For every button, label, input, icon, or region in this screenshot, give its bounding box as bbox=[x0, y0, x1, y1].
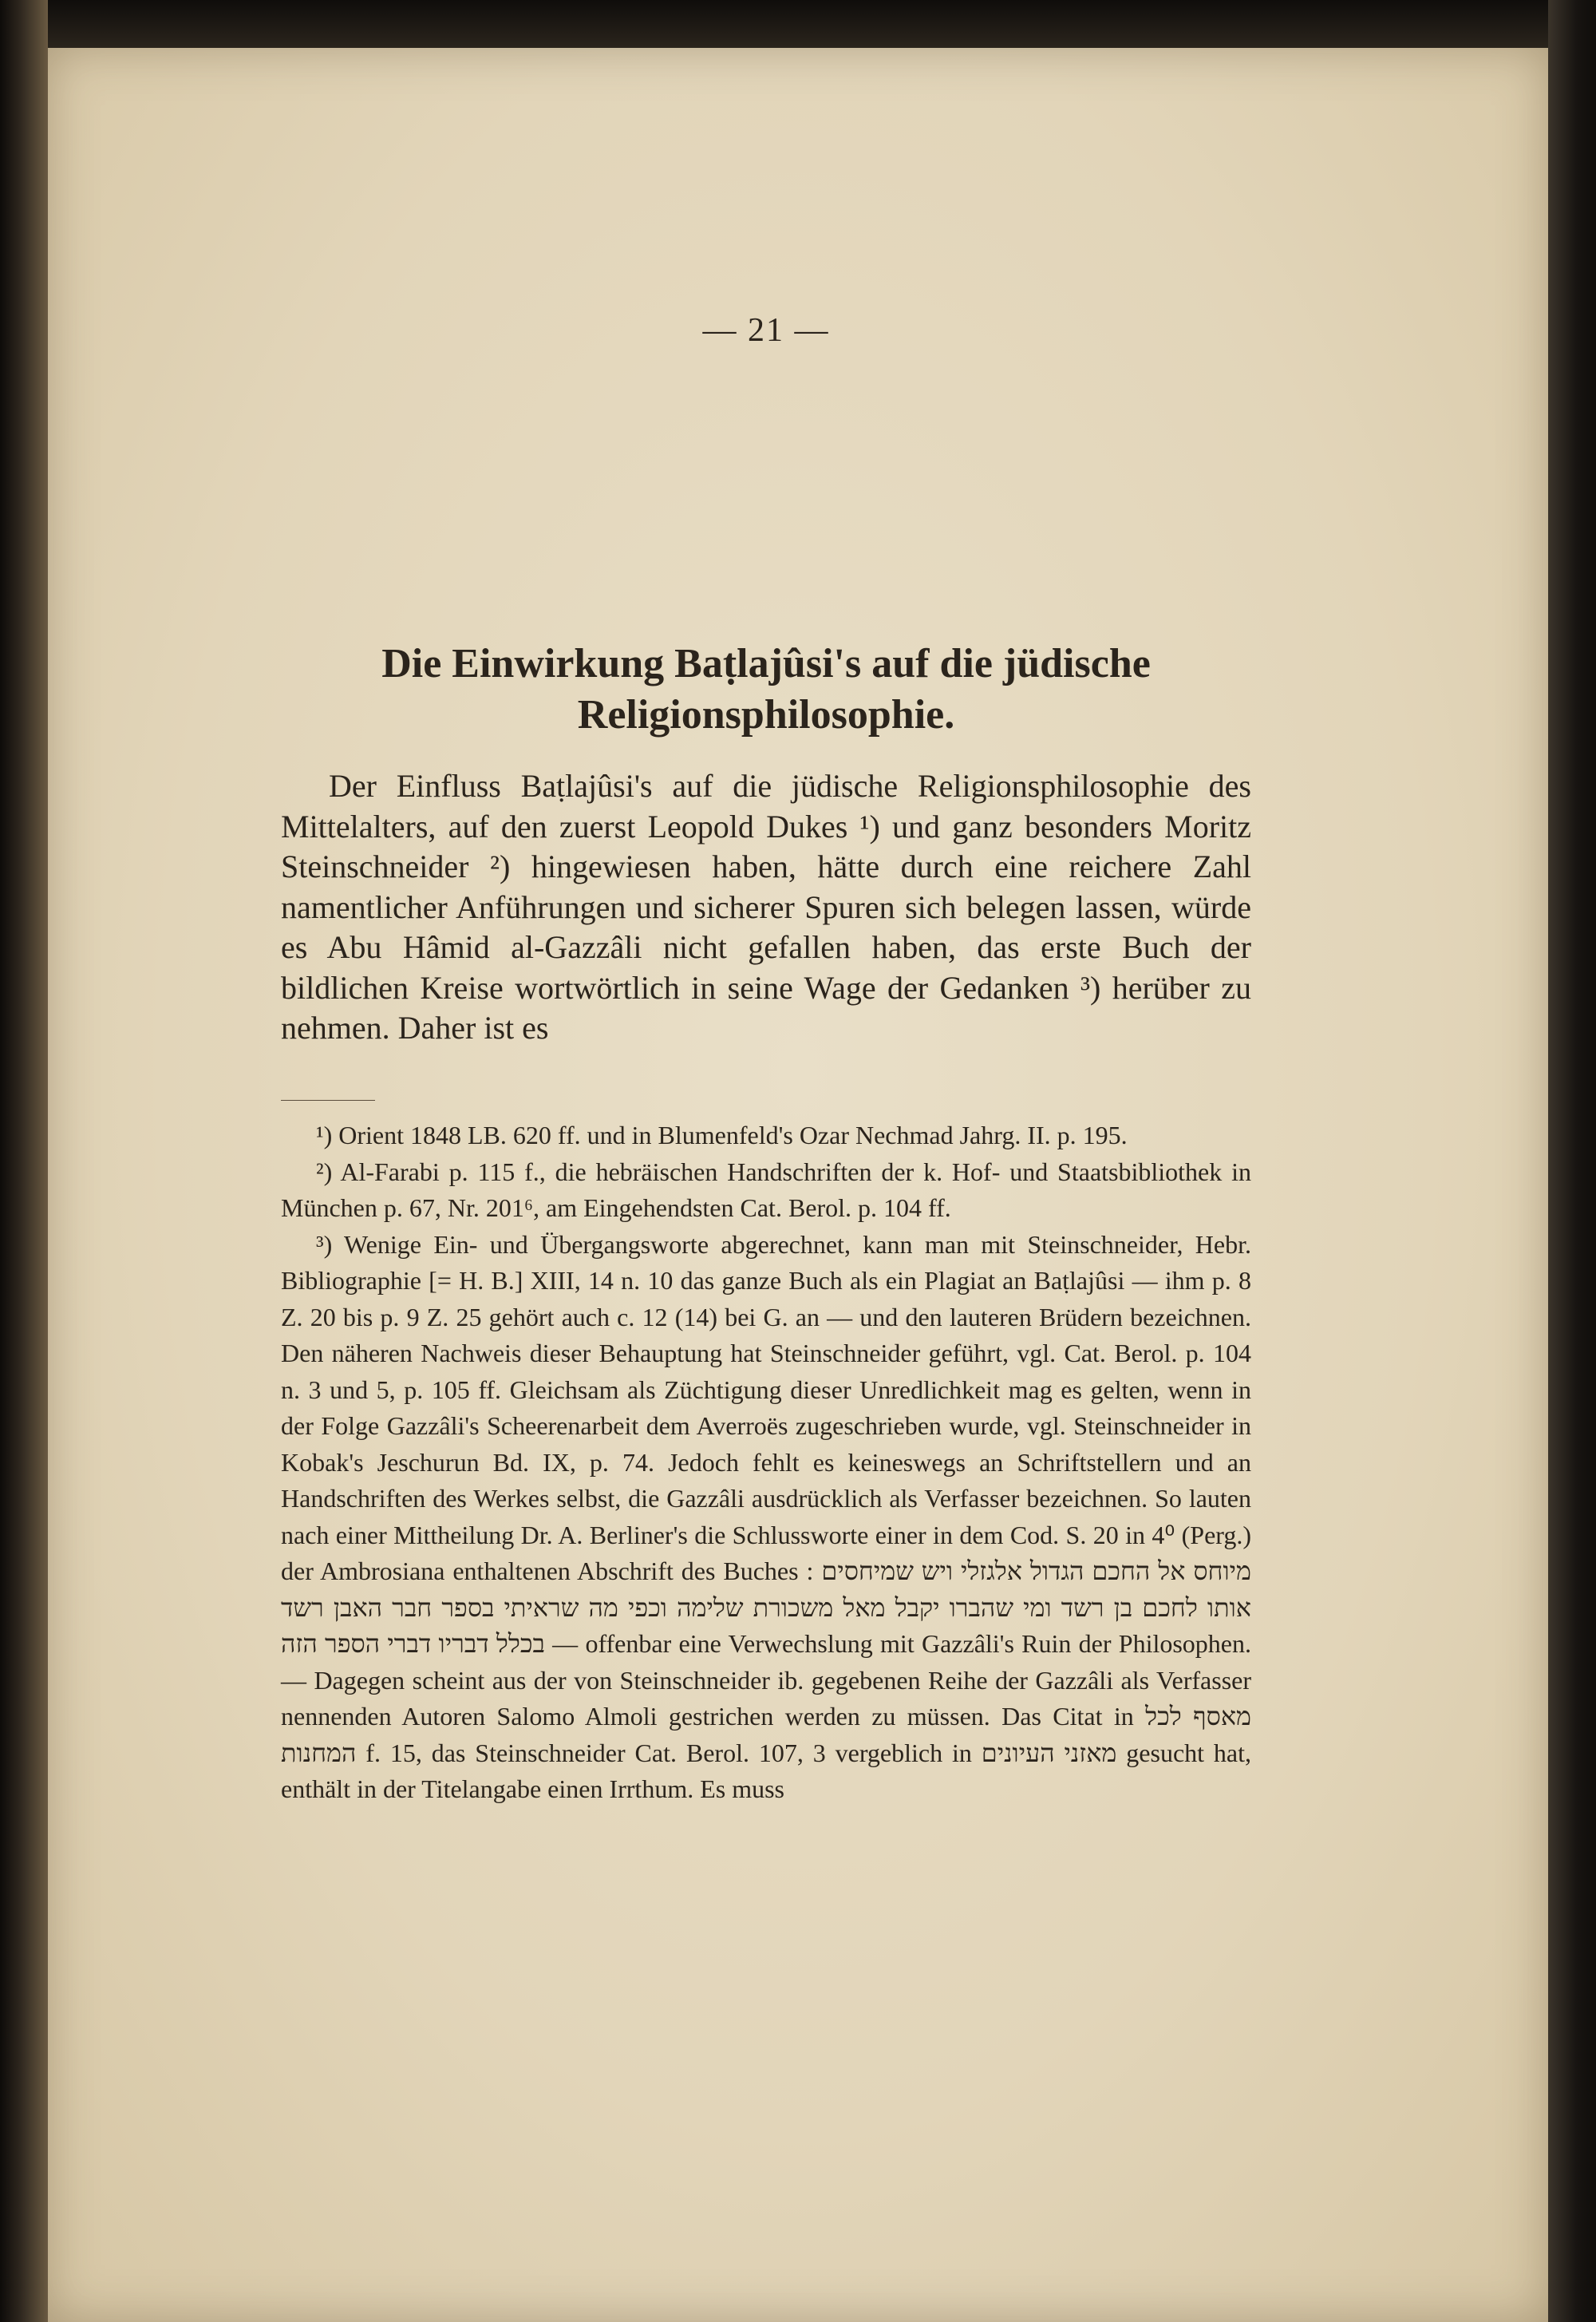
footnote-separator bbox=[281, 1100, 375, 1101]
body-paragraph: Der Einfluss Baṭlajûsi's auf die jüdische Religionsphilosophie des Mittelalters, auf den zuerst Leopold Dukes ¹) und ganz besonders Moritz Steinschneider ²) hingewiesen haben, hätte durch eine reichere Zahl namentlicher Anführungen und sicherer Spuren sich belegen lassen, würde es Abu Hâmid al-Gazzâli nicht gefallen haben, das erste Buch der bildlichen Kreise wortwörtlich in seine Wage der Gedanken ³) herüber zu nehmen. Daher ist es bbox=[281, 768, 1251, 1046]
footnotes bbox=[281, 1117, 1251, 1808]
body-text bbox=[281, 766, 1251, 1049]
scan-left-edge bbox=[0, 0, 48, 2322]
page-number: — 21 — bbox=[702, 312, 830, 349]
footnote-1: ¹) Orient 1848 LB. 620 ff. und in Blumenfeld's Ozar Nechmad Jahrg. II. p. 195. bbox=[316, 1121, 1128, 1149]
chapter-title: Die Einwirkung Baṭlajûsi's auf die jüdische Religionsphilosophie. bbox=[381, 641, 1151, 738]
book-page bbox=[48, 48, 1548, 2322]
scan-top-edge bbox=[0, 0, 1596, 48]
footnote-3: ³) Wenige Ein- und Übergangsworte abgerechnet, kann man mit Steinschneider, Hebr. Bibliographie [= H. B.] XIII, 14 n. 10 das ganze Buch als ein Plagiat an Baṭlajûsi — ihm p. 8 Z. 20 bis p. 9 Z. 25 gehört auch c. 12 (14) bei G. an — und den lauteren Brüdern bezeichnen. Den näheren Nachweis dieser Behauptung hat Steinschneider geführt, vgl. Cat. Berol. p. 104 n. 3 und 5, p. 105 ff. Gleichsam als Züchtigung dieser Unredlichkeit mag es gelten, wenn in der Folge Gazzâli's Scheerenarbeit dem Averroës zugeschrieben wurde, vgl. Steinschneider in Kobak's Jeschurun Bd. IX, p. 74. Jedoch fehlt es keineswegs an Schriftstellern und an Handschriften des Werkes selbst, die Gazzâli ausdrücklich als Verfasser bezeichnen. So lauten nach einer Mittheilung Dr. A. Berliner's die Schlussworte einer in dem Cod. S. 20 in 4⁰ (Perg.) der Ambrosiana enthaltenen Abschrift des Buches : מיוחס אל החכם הגדול אלגזלי ויש שמיחסים אותו לחכם בן רשד ומי שהברו יקבל מאל משכורת שלימה וכפי מה שראיתי בספר חבר האבן רשד בכלל דבריו דברי הספר הזה — offenbar eine Verwechslung mit Gazzâli's Ruin der Philosophen. — Dagegen scheint aus der von Steinschneider ib. gegebenen Reihe der Gazzâli als Verfasser nennenden Autoren Salomo Almoli gestrichen werden zu müssen. Das Citat in מאסף לכל המחנות f. 15, das Steinschneider Cat. Berol. 107, 3 vergeblich in מאזני העיונים gesucht hat, enthält in der Titelangabe einen Irrthum. Es muss bbox=[281, 1229, 1252, 1803]
footnote-2: ²) Al-Farabi p. 115 f., die hebräischen Handschriften der k. Hof- und Staatsbibliothek in München p. 67, Nr. 201⁶, am Eingehendsten Cat. Berol. p. 104 ff. bbox=[281, 1157, 1251, 1222]
scan-right-edge bbox=[1548, 0, 1596, 2322]
